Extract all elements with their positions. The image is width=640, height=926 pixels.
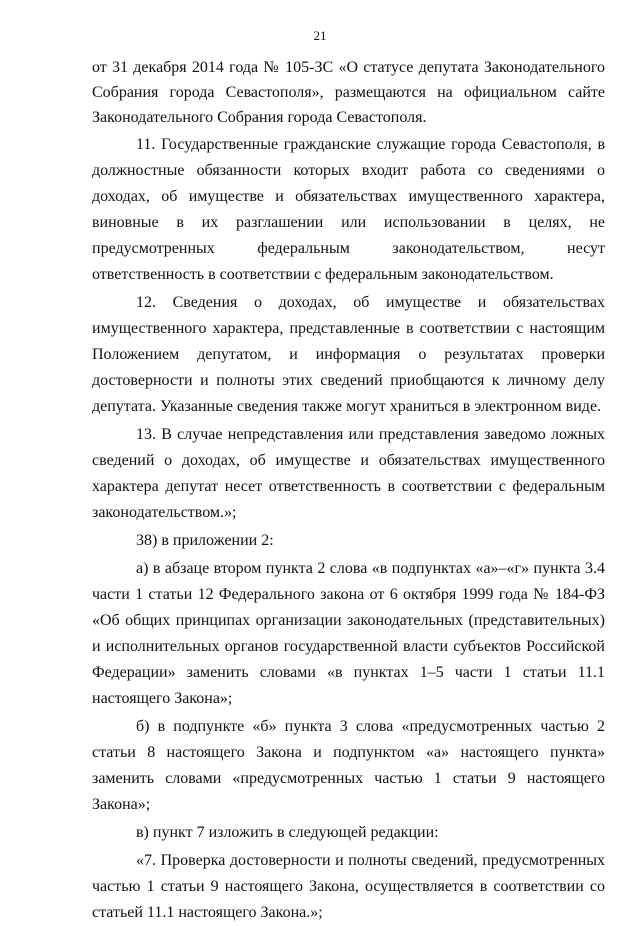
paragraph-item-11: 11. Государственные гражданские служащие города Севастополя, в должностные обязанности которых входит работа со сведениями о доходах, об имуществе и обязательствах имущественного характера, виновные в их разглашении или использовании в целях, не предусмотренных федеральным законодательством, несут ответственность в соответствии с федеральным законодательством. [92, 136, 605, 284]
page-number: 21 [313, 28, 327, 43]
document-body [92, 56, 605, 926]
paragraph-subitem-a: а) в абзаце втором пункта 2 слова «в подпунктах «а»–«г» пункта 3.4 части 1 статьи 12 Федерального закона от 6 октября 1999 года № 184-ФЗ «Об общих принципах организации законодательных (представительных) и исполнительных органов государственной власти субъектов Российской Федерации» заменить словами «в пунктах 1–5 части 1 статьи 11.1 настоящего Закона»; [92, 560, 605, 708]
paragraph-subitem-b: б) в подпункте «б» пункта 3 слова «предусмотренных частью 2 статьи 8 настоящего Закона и подпунктом «а» настоящего пункта» заменить словами «предусмотренных частью 1 статьи 9 настоящего Закона»; [92, 718, 605, 814]
paragraph-subitem-v: в) пункт 7 изложить в следующей редакции: [136, 824, 439, 842]
paragraph-item-13: 13. В случае непредставления или представления заведомо ложных сведений о доходах, об имуществе и обязательствах имущественного характера депутат несет ответственность в соответствии с федеральным законодательством.»; [92, 426, 605, 522]
paragraph-item-12: 12. Сведения о доходах, об имуществе и обязательствах имущественного характера, представленные в соответствии с настоящим Положением депутатом, и информация о результатах проверки достоверности и полноты этих сведений приобщаются к личному делу депутата. Указанные сведения также могут храниться в электронном виде. [92, 294, 605, 416]
paragraph-item-38: 38) в приложении 2: [136, 532, 274, 550]
paragraph-continuation: от 31 декабря 2014 года № 105-ЗС «О статусе депутата Законодательного Собрания города Севастополя», размещаются на официальном сайте Законодательного Собрания города Севастополя. [92, 59, 605, 126]
paragraph-quoted-item-7: «7. Проверка достоверности и полноты сведений, предусмотренных частью 1 статьи 9 настоящего Закона, осуществляется в соответствии со статьей 11.1 настоящего Закона.»; [92, 852, 605, 922]
